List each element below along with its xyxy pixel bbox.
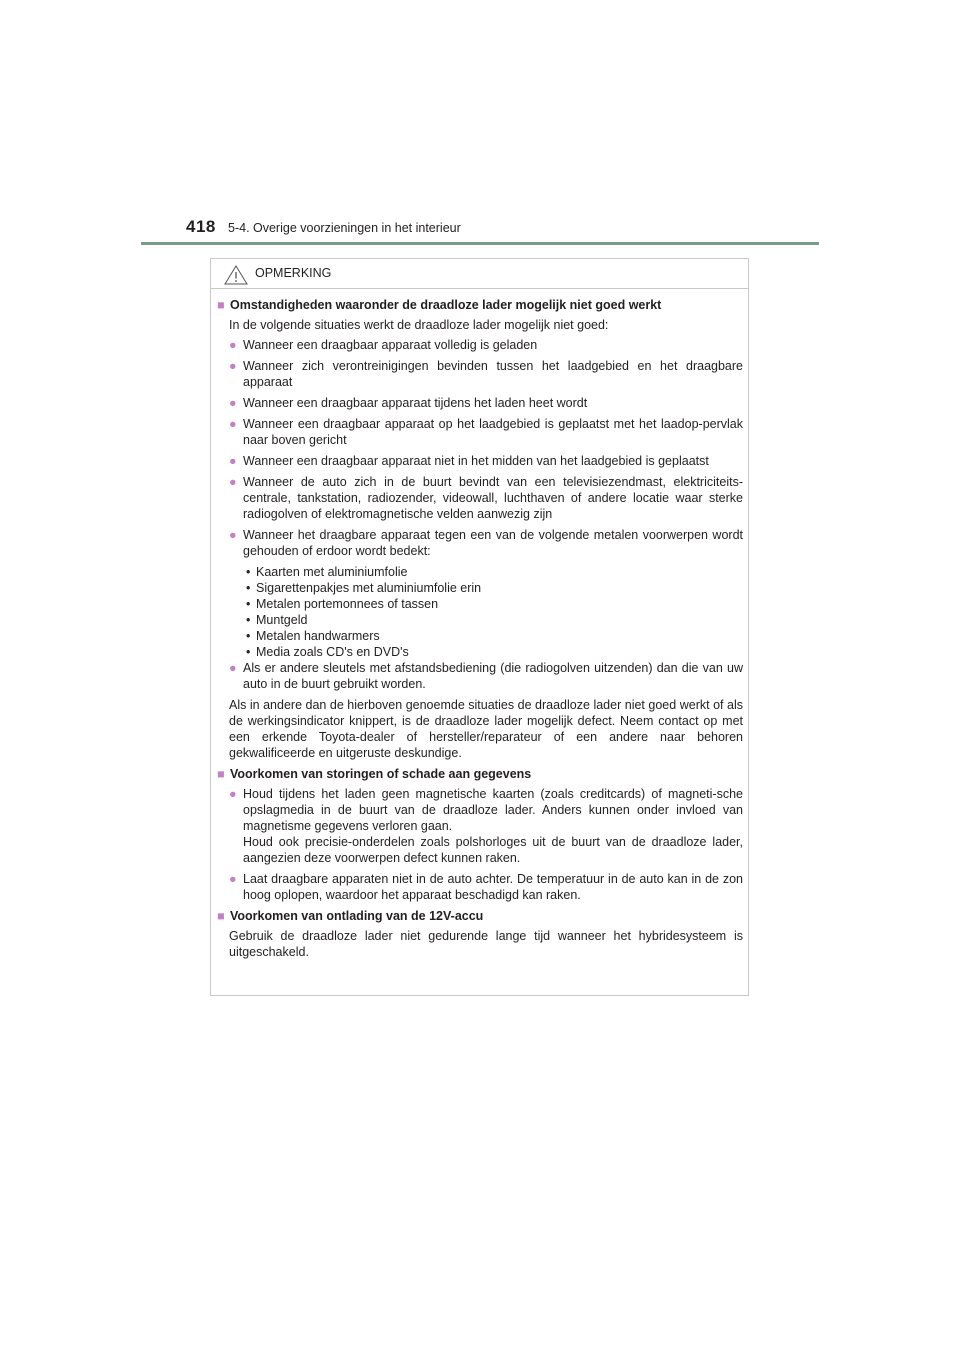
section-heading [217, 766, 750, 782]
dot-bullet-icon: ● [229, 417, 237, 431]
section-heading [217, 297, 750, 313]
dot-bullet-icon: ● [229, 872, 237, 886]
list-item: ● Wanneer een draagbaar apparaat tijdens het laden heet wordt [229, 396, 588, 410]
dot-bullet-icon: ● [229, 787, 237, 801]
list-item: ● Als er andere sleutels met afstandsbediening (die radiogolven uitzenden) dan die van uw auto in de buurt gebruikt worden. [229, 661, 743, 691]
sub-list-item: • Kaarten met aluminiumfolie [246, 565, 408, 579]
list-item: ● Wanneer het draagbare apparaat tegen een van de volgende metalen voorwerpen wordt gehouden of erdoor wordt bedekt: [229, 528, 743, 558]
notice-content [211, 297, 750, 960]
list-item: ● Wanneer een draagbaar apparaat op het laadgebied is geplaatst met het laadop-pervlak naar boven gericht [229, 417, 743, 447]
list-item: ● Wanneer een draagbaar apparaat niet in het midden van het laadgebied is geplaatst [229, 454, 709, 468]
heading-text: Voorkomen van storingen of schade aan gegevens [230, 767, 532, 781]
warning-triangle-icon [224, 265, 248, 285]
square-bullet-icon: ■ [217, 298, 225, 312]
closing-paragraph: Als in andere dan de hierboven genoemde situaties de draadloze lader niet goed werkt of als de werkingsindicator knippert, is de draadloze lader mogelijk defect. Neem contact op met een erkende Toyota-dealer of hersteller/reparateur of een andere naar behoren gekwalificeerde en uitgeruste deskundige. [229, 698, 743, 760]
square-bullet-icon: ■ [217, 767, 225, 781]
sub-list-item: • Muntgeld [246, 613, 308, 627]
dot-bullet-icon: ● [229, 454, 237, 468]
sub-list-item: • Metalen handwarmers [246, 629, 380, 643]
notice-header [211, 259, 748, 289]
list-item: ● Houd tijdens het laden geen magnetische kaarten (zoals creditcards) of magneti-sche opslagmedia in de buurt van de draadloze lader. Anders kunnen onder invloed van magnetisme gegevens verloren gaan. Houd ook precisie-onderdelen zoals polshorloges uit de buurt van de draadloze lader, aangezien deze voorwerpen defect kunnen raken. [229, 787, 743, 865]
notice-label: OPMERKING [255, 266, 332, 280]
list-item: ● Wanneer zich verontreinigingen bevinden tussen het laadgebied en het draagbare apparaat [229, 359, 743, 389]
heading-text: Voorkomen van ontlading van de 12V-accu [230, 909, 484, 923]
list-item: ● Laat draagbare apparaten niet in de auto achter. De temperatuur in de auto kan in de zon hoog oplopen, waardoor het apparaat beschadigd kan raken. [229, 872, 743, 902]
sub-list-item: • Media zoals CD's en DVD's [246, 645, 409, 659]
header-rule [141, 242, 819, 245]
list-item: ● Wanneer de auto zich in de buurt bevindt van een televisiezendmast, elektriciteits-centrale, tankstation, radiozender, videowall, luchthaven of andere locatie waar sterke radiogolven of elektromagnetische velden aanwezig zijn [229, 475, 743, 521]
dot-bullet-icon: ● [229, 528, 237, 542]
intro-paragraph: In de volgende situaties werkt de draadloze lader mogelijk niet goed: [229, 318, 609, 332]
sub-list-item: • Metalen portemonnees of tassen [246, 597, 439, 611]
dot-bullet-icon: ● [229, 396, 237, 410]
section-heading [217, 908, 750, 924]
section-title: 5-4. Overige voorzieningen in het interieur [228, 221, 461, 235]
dot-bullet-icon: ● [229, 475, 237, 489]
dot-bullet-icon: ● [229, 338, 237, 352]
square-bullet-icon: ■ [217, 909, 225, 923]
intro-paragraph: Gebruik de draadloze lader niet gedurende lange tijd wanneer het hybridesysteem is uitgeschakeld. [229, 929, 743, 959]
list-item: ● Wanneer een draagbaar apparaat volledig is geladen [229, 338, 538, 352]
page-header [0, 0, 960, 250]
sub-list-item: • Sigarettenpakjes met aluminiumfolie erin [246, 581, 482, 595]
notice-box [210, 258, 749, 996]
heading-text: Omstandigheden waaronder de draadloze lader mogelijk niet goed werkt [230, 298, 662, 312]
dot-bullet-icon: ● [229, 359, 237, 373]
dot-bullet-icon: ● [229, 661, 237, 675]
page-number: 418 [186, 217, 216, 236]
